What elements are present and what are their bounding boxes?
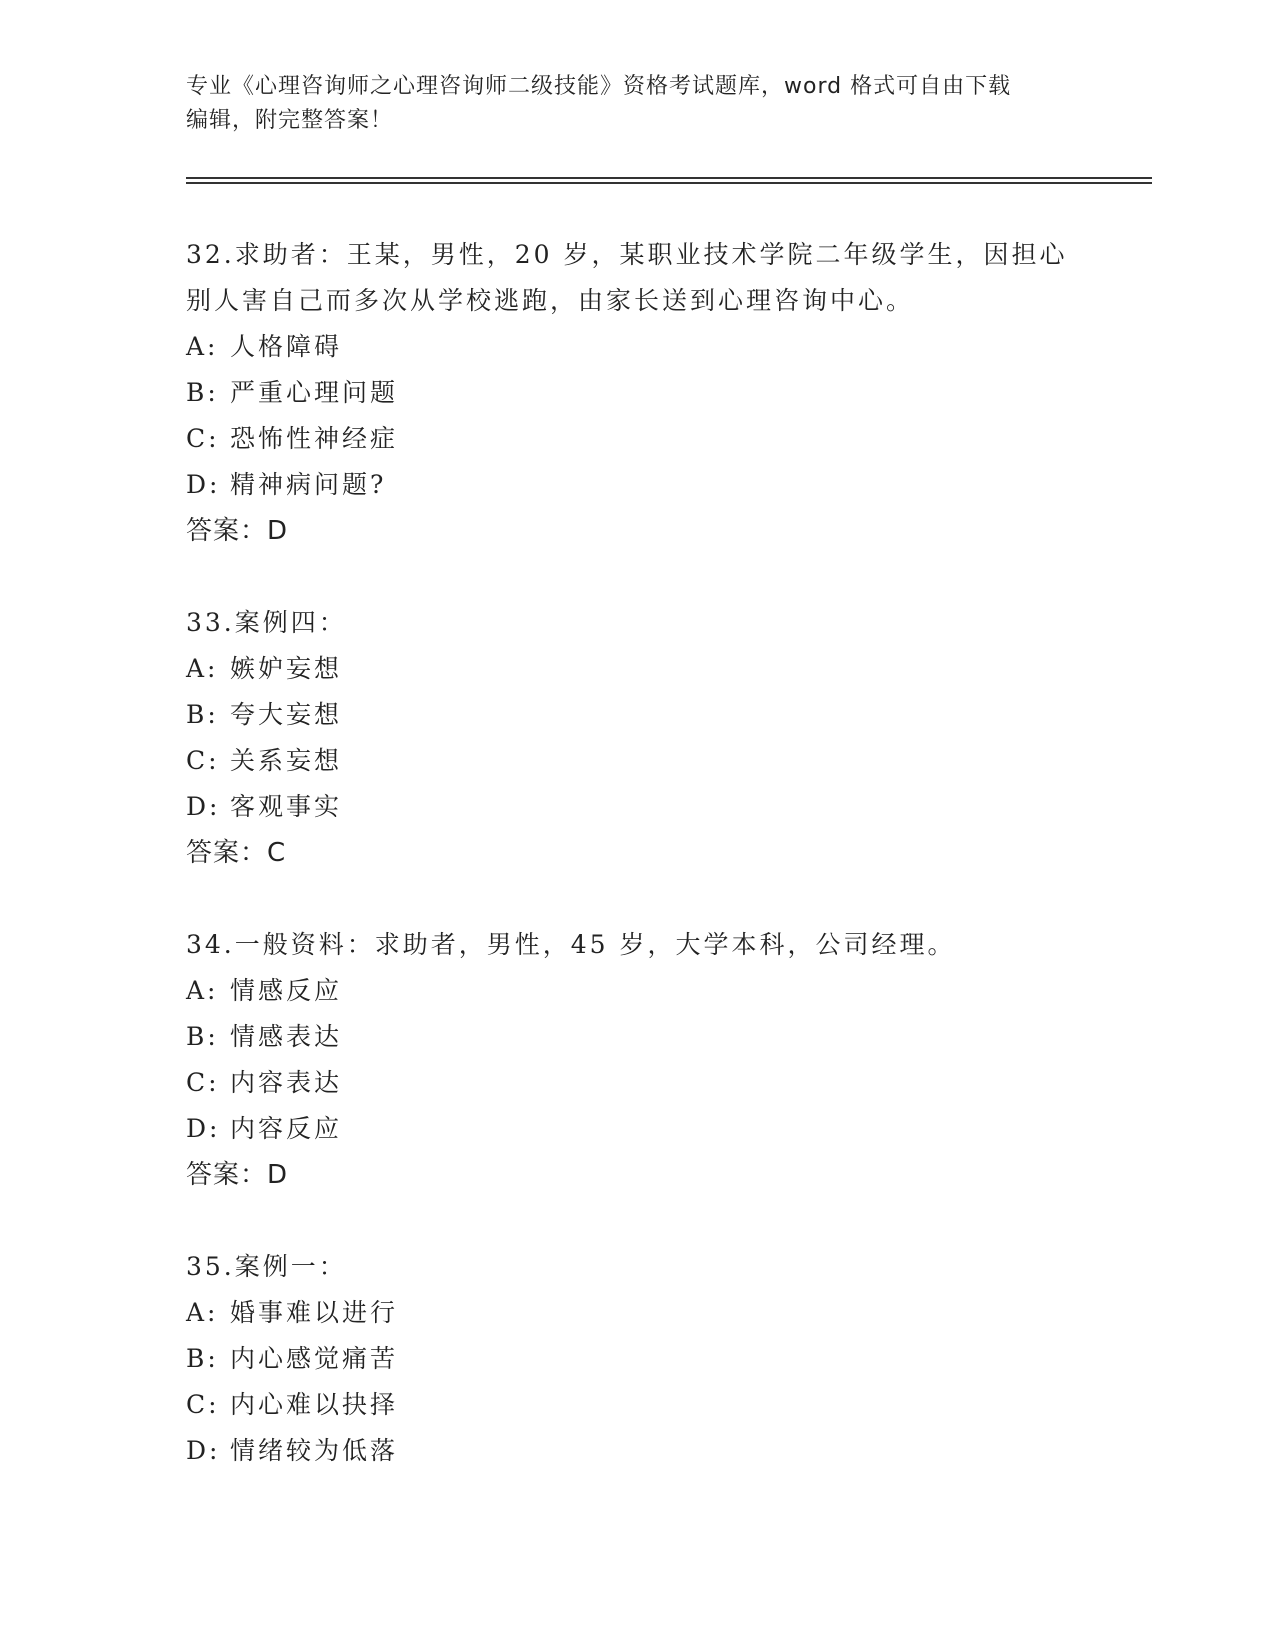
option-label: D:: [186, 1436, 221, 1465]
header-divider-top: [186, 177, 1152, 179]
option-d: [186, 1428, 1086, 1474]
option-label: D:: [186, 792, 221, 821]
option-a: [186, 646, 1086, 692]
document-header: [186, 70, 1086, 138]
option-label: C:: [186, 1390, 220, 1419]
option-c: [186, 1382, 1086, 1428]
answer-line: 答案：C: [186, 838, 287, 868]
question-stem: 32.求助者：王某，男性，20 岁，某职业技术学院二年级学生，因担心: [186, 240, 1068, 269]
option-text: 情感表达: [230, 1022, 343, 1051]
option-b: [186, 370, 1086, 416]
question-stem: 33.案例四：: [186, 608, 347, 637]
option-label: B:: [186, 378, 219, 407]
option-text: 内容表达: [230, 1068, 343, 1097]
option-text: 人格障碍: [230, 332, 343, 361]
option-b: [186, 1336, 1086, 1382]
option-a: [186, 1290, 1086, 1336]
option-label: C:: [186, 746, 220, 775]
option-label: B:: [186, 700, 219, 729]
answer-line: 答案：D: [186, 1160, 289, 1190]
option-text: 内容反应: [230, 1114, 343, 1143]
question-33: [186, 600, 1086, 876]
option-b: [186, 692, 1086, 738]
option-text: 精神病问题?: [230, 470, 387, 499]
option-a: [186, 324, 1086, 370]
option-text: 情绪较为低落: [230, 1436, 399, 1465]
header-line-2: 编辑，附完整答案！: [186, 108, 394, 133]
option-label: A:: [186, 332, 219, 361]
option-label: C:: [186, 1068, 220, 1097]
question-32: [186, 232, 1086, 554]
question-stem: 34.一般资料：求助者，男性，45 岁，大学本科，公司经理。: [186, 930, 956, 959]
option-text: 嫉妒妄想: [230, 654, 343, 683]
option-label: A:: [186, 976, 219, 1005]
option-text: 客观事实: [230, 792, 343, 821]
option-text: 关系妄想: [230, 746, 343, 775]
header-line-1: 专业《心理咨询师之心理咨询师二级技能》资格考试题库，word 格式可自由下载: [186, 74, 1012, 99]
option-text: 恐怖性神经症: [230, 424, 399, 453]
option-text: 情感反应: [230, 976, 343, 1005]
option-d: [186, 462, 1086, 508]
option-text: 婚事难以进行: [230, 1298, 399, 1327]
option-d: [186, 784, 1086, 830]
option-text: 严重心理问题: [230, 378, 399, 407]
option-label: D:: [186, 470, 221, 499]
option-text: 夸大妄想: [230, 700, 343, 729]
option-d: [186, 1106, 1086, 1152]
option-label: A:: [186, 654, 219, 683]
header-divider-bottom: [186, 182, 1152, 184]
option-label: D:: [186, 1114, 221, 1143]
option-text: 内心感觉痛苦: [230, 1344, 399, 1373]
question-34: [186, 922, 1086, 1198]
question-35: [186, 1244, 1086, 1474]
option-label: C:: [186, 424, 220, 453]
question-stem: 35.案例一：: [186, 1252, 347, 1281]
option-c: [186, 416, 1086, 462]
option-c: [186, 1060, 1086, 1106]
option-label: B:: [186, 1344, 219, 1373]
option-a: [186, 968, 1086, 1014]
option-label: B:: [186, 1022, 219, 1051]
option-b: [186, 1014, 1086, 1060]
option-label: A:: [186, 1298, 219, 1327]
question-list: [186, 232, 1086, 1520]
answer-line: 答案：D: [186, 516, 289, 546]
option-text: 内心难以抉择: [230, 1390, 399, 1419]
option-c: [186, 738, 1086, 784]
question-stem-continued: 别人害自己而多次从学校逃跑，由家长送到心理咨询中心。: [186, 286, 915, 315]
